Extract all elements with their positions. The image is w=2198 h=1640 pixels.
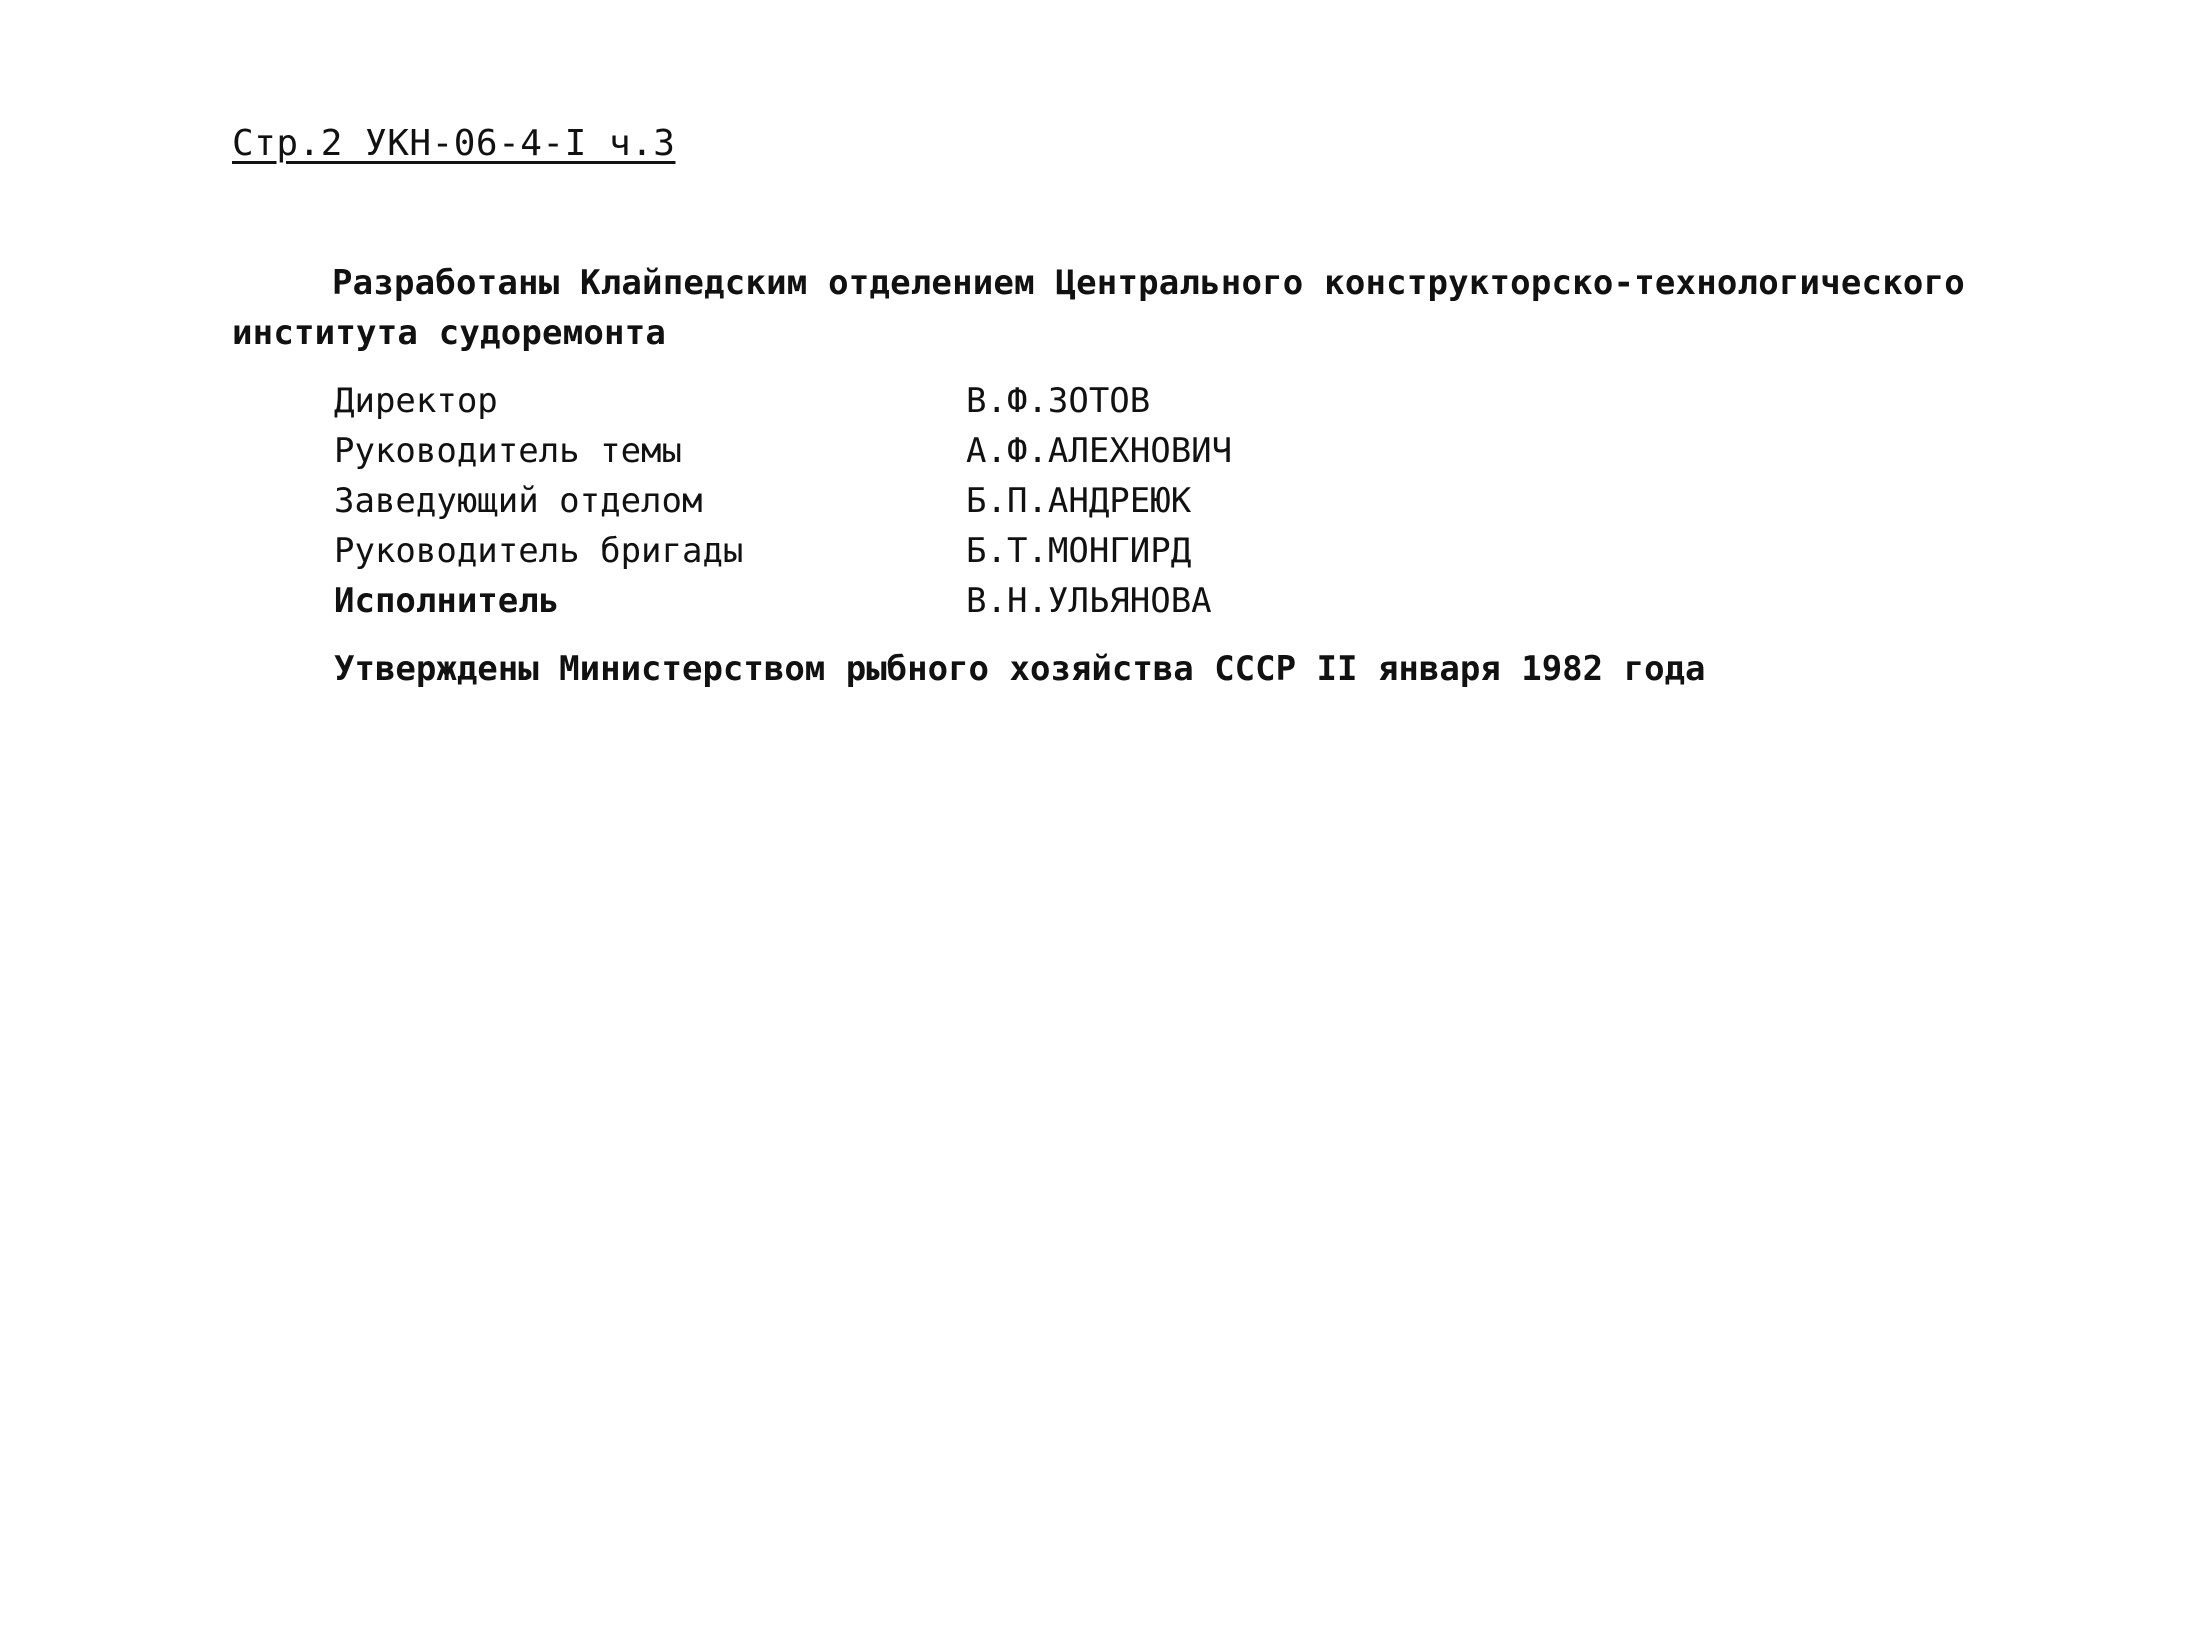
staff-role: Руководитель бригады <box>334 531 744 571</box>
developer-statement: Разработаны Клайпедским отделением Центрального конструкторско-технологического института судоремонта <box>232 263 1965 353</box>
staff-name: Б.Т.МОНГИРД <box>966 531 1192 571</box>
approval-statement: Утверждены Министерством рыбного хозяйства СССР II января 1982 года <box>334 649 1706 689</box>
staff-row-topic-leader <box>334 426 1434 476</box>
staff-row-team-leader <box>334 526 1434 576</box>
staff-role: Руководитель темы <box>334 431 682 471</box>
staff-role: Заведующий отделом <box>334 481 703 521</box>
staff-row-department-head <box>334 476 1434 526</box>
staff-name: А.Ф.АЛЕХНОВИЧ <box>966 431 1233 471</box>
staff-row-executor <box>334 576 1434 626</box>
staff-name: В.Н.УЛЬЯНОВА <box>966 581 1212 621</box>
staff-name: В.Ф.ЗОТОВ <box>966 381 1151 421</box>
staff-list <box>334 376 1434 626</box>
staff-name: Б.П.АНДРЕЮК <box>966 481 1192 521</box>
staff-role: Исполнитель <box>334 581 560 621</box>
staff-row-director <box>334 376 1434 426</box>
staff-role: Директор <box>334 381 498 421</box>
page-header-reference: Стр.2 УКН-06-4-I ч.3 <box>232 123 676 164</box>
